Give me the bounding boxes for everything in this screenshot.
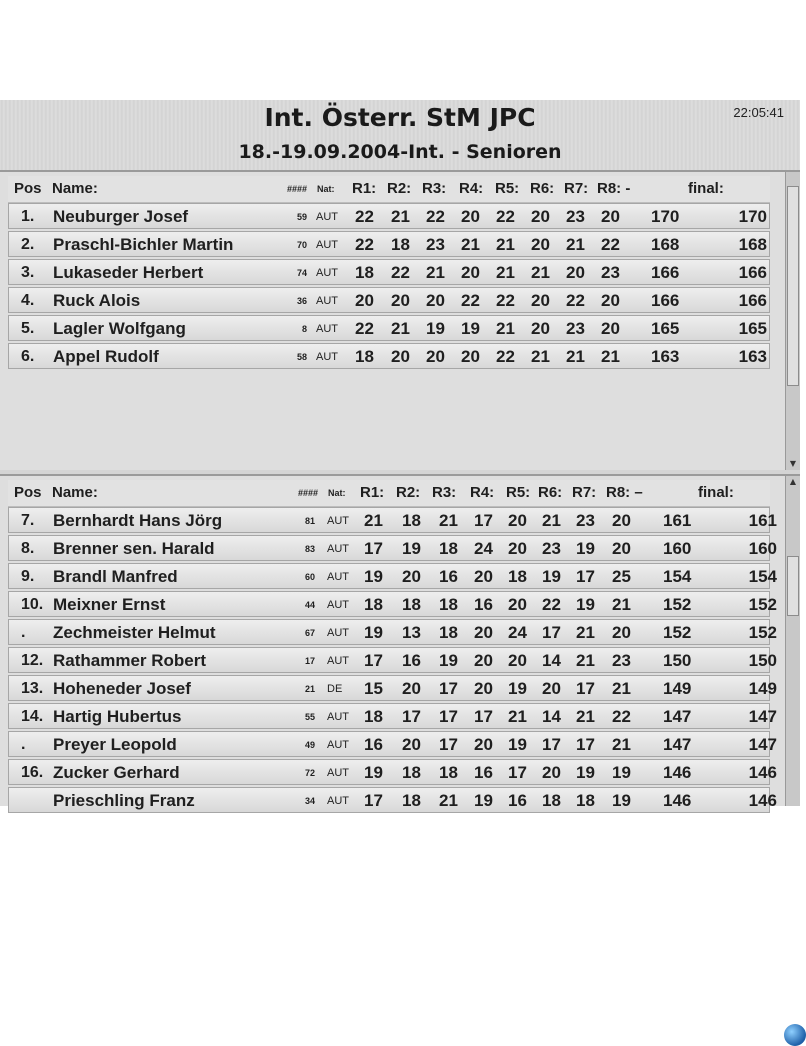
num: 67 [304, 628, 315, 638]
header-r2: R2: [387, 180, 412, 197]
round-7-score: 21 [576, 707, 595, 726]
table-header [8, 480, 770, 507]
bottom-scroll-up-icon[interactable]: ▲ [789, 477, 797, 486]
round-8-score: 22 [612, 707, 631, 726]
total: 161 [663, 511, 692, 530]
table-row[interactable] [8, 535, 777, 561]
name: Preyer Leopold [53, 735, 177, 754]
name: Zechmeister Helmut [53, 623, 216, 642]
nat: AUT [327, 767, 349, 779]
round-5-score: 20 [508, 539, 527, 558]
num: 55 [304, 712, 315, 722]
round-1-score: 16 [364, 735, 383, 754]
num: 60 [304, 572, 315, 582]
round-3-score: 18 [439, 539, 458, 558]
pos: 14. [21, 708, 44, 725]
round-6-score: 20 [531, 291, 550, 310]
pos: . [21, 736, 26, 753]
round-4-score: 22 [461, 291, 480, 310]
name: Hoheneder Josef [53, 679, 191, 698]
header-r6: R6: [538, 484, 563, 501]
name: Hartig Hubertus [53, 707, 182, 726]
round-4-score: 20 [474, 679, 493, 698]
round-6-score: 21 [542, 511, 561, 530]
round-8-score: 20 [601, 319, 620, 338]
pos: 9. [21, 568, 35, 585]
round-2-score: 20 [391, 347, 410, 366]
num: 8 [301, 324, 307, 334]
header-final: final: [698, 484, 734, 501]
round-6-score: 20 [531, 235, 550, 254]
round-4-score: 20 [461, 207, 480, 226]
name: Prieschling Franz [53, 791, 195, 810]
num: 81 [304, 516, 315, 526]
round-1-score: 18 [355, 347, 374, 366]
round-7-score: 19 [576, 763, 595, 782]
name: Neuburger Josef [53, 207, 189, 226]
round-5-score: 22 [496, 291, 515, 310]
header [0, 100, 800, 170]
header-r3: R3: [422, 180, 447, 197]
num: 58 [296, 352, 307, 362]
bottom-scrollbar[interactable] [785, 476, 800, 806]
round-6-score: 20 [531, 319, 550, 338]
header-r8: R8: – [606, 484, 643, 501]
nat: AUT [327, 515, 349, 527]
num: 72 [304, 768, 315, 778]
nat: AUT [327, 655, 349, 667]
round-4-score: 20 [474, 651, 493, 670]
nat: AUT [327, 571, 349, 583]
name: Bernhardt Hans Jörg [53, 511, 223, 530]
round-2-score: 22 [391, 263, 410, 282]
total: 170 [651, 207, 680, 226]
header-nat: Nat: [317, 184, 335, 194]
round-1-score: 19 [364, 763, 383, 782]
name: Zucker Gerhard [53, 763, 180, 782]
round-8-score: 20 [612, 511, 631, 530]
pos: 1. [21, 208, 35, 225]
round-7-score: 17 [576, 679, 595, 698]
nat: AUT [327, 543, 349, 555]
round-5-score: 18 [508, 567, 527, 586]
round-2-score: 17 [402, 707, 421, 726]
total: 150 [663, 651, 692, 670]
round-3-score: 19 [439, 651, 458, 670]
round-4-score: 17 [474, 511, 493, 530]
pos: 7. [21, 512, 35, 529]
round-2-score: 19 [402, 539, 421, 558]
round-6-score: 17 [542, 623, 561, 642]
header-nat: Nat: [328, 488, 346, 498]
pos: 6. [21, 348, 35, 365]
header-r4: R4: [459, 180, 484, 197]
round-3-score: 17 [439, 735, 458, 754]
round-5-score: 21 [496, 235, 515, 254]
nat: AUT [327, 795, 349, 807]
total: 152 [663, 623, 692, 642]
round-2-score: 21 [391, 207, 410, 226]
name: Brandl Manfred [53, 567, 178, 586]
header-r5: R5: [506, 484, 531, 501]
table-row[interactable] [8, 731, 777, 757]
round-4-score: 20 [474, 567, 493, 586]
round-2-score: 18 [402, 511, 421, 530]
round-8-score: 25 [612, 567, 631, 586]
round-7-score: 22 [566, 291, 585, 310]
round-1-score: 17 [364, 651, 383, 670]
round-5-score: 20 [508, 651, 527, 670]
header-r6: R6: [530, 180, 555, 197]
round-6-score: 21 [531, 347, 550, 366]
table-row[interactable] [8, 675, 777, 701]
round-7-score: 20 [566, 263, 585, 282]
nat: AUT [316, 323, 338, 335]
nat: AUT [316, 351, 338, 363]
round-3-score: 18 [439, 623, 458, 642]
round-3-score: 20 [426, 347, 445, 366]
round-4-score: 20 [474, 623, 493, 642]
round-7-score: 21 [566, 235, 585, 254]
round-2-score: 18 [402, 595, 421, 614]
total: 166 [651, 291, 680, 310]
name: Appel Rudolf [53, 347, 159, 366]
header-r4: R4: [470, 484, 495, 501]
round-3-score: 21 [439, 791, 458, 810]
round-6-score: 18 [542, 791, 561, 810]
round-7-score: 19 [576, 595, 595, 614]
round-8-score: 20 [612, 623, 631, 642]
round-6-score: 23 [542, 539, 561, 558]
round-2-score: 20 [402, 735, 421, 754]
round-5-score: 21 [496, 319, 515, 338]
header-r3: R3: [432, 484, 457, 501]
name: Praschl-Bichler Martin [53, 235, 234, 254]
final: 146 [748, 791, 777, 810]
page-title: Int. Österr. StM JPC [264, 103, 536, 132]
final: 154 [748, 567, 777, 586]
total: 163 [651, 347, 680, 366]
round-2-score: 20 [391, 291, 410, 310]
round-7-score: 18 [576, 791, 595, 810]
round-3-score: 21 [426, 263, 445, 282]
round-8-score: 21 [612, 595, 631, 614]
total: 147 [663, 707, 692, 726]
name: Ruck Alois [53, 291, 141, 310]
round-8-score: 21 [601, 347, 620, 366]
globe-icon [784, 1024, 806, 1046]
header-name: Name: [52, 484, 98, 501]
pos: . [21, 624, 26, 641]
round-1-score: 19 [364, 567, 383, 586]
table-row[interactable] [8, 619, 777, 645]
round-5-score: 20 [508, 595, 527, 614]
round-8-score: 20 [612, 539, 631, 558]
round-4-score: 16 [474, 595, 493, 614]
header-name: Name: [52, 180, 98, 197]
round-3-score: 17 [439, 679, 458, 698]
header-r7: R7: [572, 484, 597, 501]
round-6-score: 22 [542, 595, 561, 614]
round-1-score: 21 [364, 511, 383, 530]
pos: 3. [21, 264, 35, 281]
top-results-panel [0, 170, 800, 470]
pos: 13. [21, 680, 44, 697]
round-8-score: 20 [601, 291, 620, 310]
round-4-score: 19 [461, 319, 480, 338]
num: 17 [304, 656, 315, 666]
round-4-score: 20 [461, 263, 480, 282]
round-7-score: 21 [566, 347, 585, 366]
num: 74 [296, 268, 307, 278]
round-6-score: 20 [531, 207, 550, 226]
header-num: #### [298, 488, 319, 498]
nat: AUT [327, 627, 349, 639]
round-7-score: 17 [576, 567, 595, 586]
round-2-score: 18 [402, 791, 421, 810]
header-pos: Pos [14, 484, 42, 501]
table-row[interactable] [8, 647, 777, 673]
header-r2: R2: [396, 484, 421, 501]
num: 83 [304, 544, 315, 554]
nat: AUT [316, 211, 338, 223]
round-7-score: 23 [566, 207, 585, 226]
round-4-score: 17 [474, 707, 493, 726]
nat: DE [327, 683, 343, 695]
round-5-score: 22 [496, 347, 515, 366]
header-r1: R1: [352, 180, 377, 197]
round-8-score: 22 [601, 235, 620, 254]
final: 160 [748, 539, 777, 558]
pos: 4. [21, 292, 35, 309]
round-8-score: 20 [601, 207, 620, 226]
round-1-score: 18 [364, 595, 383, 614]
round-1-score: 22 [355, 207, 374, 226]
final: 152 [748, 595, 777, 614]
round-8-score: 19 [612, 763, 631, 782]
total: 149 [663, 679, 692, 698]
round-6-score: 20 [542, 679, 561, 698]
num: 59 [296, 212, 307, 222]
total: 152 [663, 595, 692, 614]
round-3-score: 17 [439, 707, 458, 726]
round-1-score: 17 [364, 539, 383, 558]
total: 146 [663, 791, 692, 810]
table-row[interactable] [8, 231, 770, 257]
round-3-score: 20 [426, 291, 445, 310]
bottom-results-panel [0, 474, 800, 810]
final: 146 [748, 763, 777, 782]
num: 70 [296, 240, 307, 250]
table-row[interactable] [8, 591, 777, 617]
round-5-score: 16 [508, 791, 527, 810]
final: 166 [738, 291, 767, 310]
table-row[interactable] [8, 287, 770, 313]
total: 160 [663, 539, 692, 558]
round-1-score: 22 [355, 319, 374, 338]
round-3-score: 23 [426, 235, 445, 254]
round-2-score: 18 [391, 235, 410, 254]
round-3-score: 18 [439, 595, 458, 614]
round-4-score: 16 [474, 763, 493, 782]
round-6-score: 20 [542, 763, 561, 782]
header-r1: R1: [360, 484, 385, 501]
table-row[interactable] [8, 563, 777, 589]
final: 161 [748, 511, 777, 530]
final: 147 [748, 707, 777, 726]
final: 163 [738, 347, 767, 366]
total: 147 [663, 735, 692, 754]
page-subtitle: 18.-19.09.2004-Int. - Senioren [238, 141, 562, 163]
pos: 2. [21, 236, 35, 253]
round-2-score: 21 [391, 319, 410, 338]
round-8-score: 23 [612, 651, 631, 670]
round-4-score: 21 [461, 235, 480, 254]
round-1-score: 22 [355, 235, 374, 254]
top-scroll-down-icon[interactable]: ▼ [789, 459, 797, 468]
header-pos: Pos [14, 180, 42, 197]
name: Lagler Wolfgang [53, 319, 186, 338]
pos: 8. [21, 540, 35, 557]
header-r5: R5: [495, 180, 520, 197]
header-r8: R8: - [597, 180, 631, 197]
pos: 16. [21, 764, 44, 781]
total: 154 [663, 567, 692, 586]
round-2-score: 16 [402, 651, 421, 670]
round-2-score: 13 [402, 623, 421, 642]
round-1-score: 20 [355, 291, 374, 310]
num: 36 [296, 296, 307, 306]
pos: 5. [21, 320, 35, 337]
table-row[interactable] [8, 507, 777, 533]
round-3-score: 16 [439, 567, 458, 586]
nat: AUT [327, 711, 349, 723]
round-8-score: 21 [612, 679, 631, 698]
round-1-score: 17 [364, 791, 383, 810]
name: Lukaseder Herbert [53, 263, 204, 282]
round-5-score: 21 [508, 707, 527, 726]
nat: AUT [316, 267, 338, 279]
round-1-score: 19 [364, 623, 383, 642]
nat: AUT [316, 295, 338, 307]
round-6-score: 17 [542, 735, 561, 754]
round-5-score: 24 [508, 623, 527, 642]
num: 49 [304, 740, 315, 750]
final: 150 [748, 651, 777, 670]
pos: 10. [21, 596, 44, 613]
total: 146 [663, 763, 692, 782]
num: 21 [304, 684, 315, 694]
round-7-score: 21 [576, 651, 595, 670]
round-8-score: 19 [612, 791, 631, 810]
round-7-score: 23 [566, 319, 585, 338]
total: 166 [651, 263, 680, 282]
header-final: final: [688, 180, 724, 197]
final: 165 [738, 319, 767, 338]
final: 147 [748, 735, 777, 754]
round-7-score: 21 [576, 623, 595, 642]
table-row[interactable] [8, 787, 777, 813]
final: 170 [738, 207, 767, 226]
final: 166 [738, 263, 767, 282]
table-header [8, 176, 770, 203]
header-num: #### [287, 184, 308, 194]
round-6-score: 14 [542, 707, 561, 726]
num: 44 [304, 600, 315, 610]
round-2-score: 18 [402, 763, 421, 782]
header-r7: R7: [564, 180, 589, 197]
round-5-score: 20 [508, 511, 527, 530]
table-row[interactable] [8, 315, 770, 341]
top-scrollbar-thumb[interactable] [787, 186, 799, 386]
round-4-score: 24 [474, 539, 493, 558]
round-2-score: 20 [402, 679, 421, 698]
name: Meixner Ernst [53, 595, 166, 614]
table-row[interactable] [8, 203, 770, 229]
round-7-score: 23 [576, 511, 595, 530]
round-5-score: 19 [508, 679, 527, 698]
final: 168 [738, 235, 767, 254]
table-row[interactable] [8, 343, 770, 369]
round-4-score: 20 [461, 347, 480, 366]
name: Brenner sen. Harald [53, 539, 215, 558]
nat: AUT [327, 599, 349, 611]
round-5-score: 19 [508, 735, 527, 754]
pos: 12. [21, 652, 44, 669]
round-2-score: 20 [402, 567, 421, 586]
round-7-score: 17 [576, 735, 595, 754]
round-1-score: 18 [364, 707, 383, 726]
bottom-scrollbar-thumb[interactable] [787, 556, 799, 616]
clock: 22:05:41 [733, 105, 784, 120]
round-5-score: 22 [496, 207, 515, 226]
round-3-score: 21 [439, 511, 458, 530]
nat: AUT [316, 239, 338, 251]
total: 168 [651, 235, 680, 254]
results-window [0, 100, 800, 810]
round-4-score: 20 [474, 735, 493, 754]
table-row[interactable] [8, 259, 770, 285]
final: 152 [748, 623, 777, 642]
total: 165 [651, 319, 680, 338]
table-row[interactable] [8, 759, 777, 785]
round-1-score: 15 [364, 679, 383, 698]
round-3-score: 19 [426, 319, 445, 338]
round-6-score: 21 [531, 263, 550, 282]
top-scrollbar[interactable] [785, 172, 800, 470]
round-1-score: 18 [355, 263, 374, 282]
round-6-score: 14 [542, 651, 561, 670]
nat: AUT [327, 739, 349, 751]
round-4-score: 19 [474, 791, 493, 810]
round-8-score: 23 [601, 263, 620, 282]
round-8-score: 21 [612, 735, 631, 754]
final: 149 [748, 679, 777, 698]
round-7-score: 19 [576, 539, 595, 558]
round-3-score: 22 [426, 207, 445, 226]
round-5-score: 21 [496, 263, 515, 282]
num: 34 [304, 796, 315, 806]
round-3-score: 18 [439, 763, 458, 782]
round-6-score: 19 [542, 567, 561, 586]
table-row[interactable] [8, 703, 777, 729]
name: Rathammer Robert [53, 651, 207, 670]
round-5-score: 17 [508, 763, 527, 782]
